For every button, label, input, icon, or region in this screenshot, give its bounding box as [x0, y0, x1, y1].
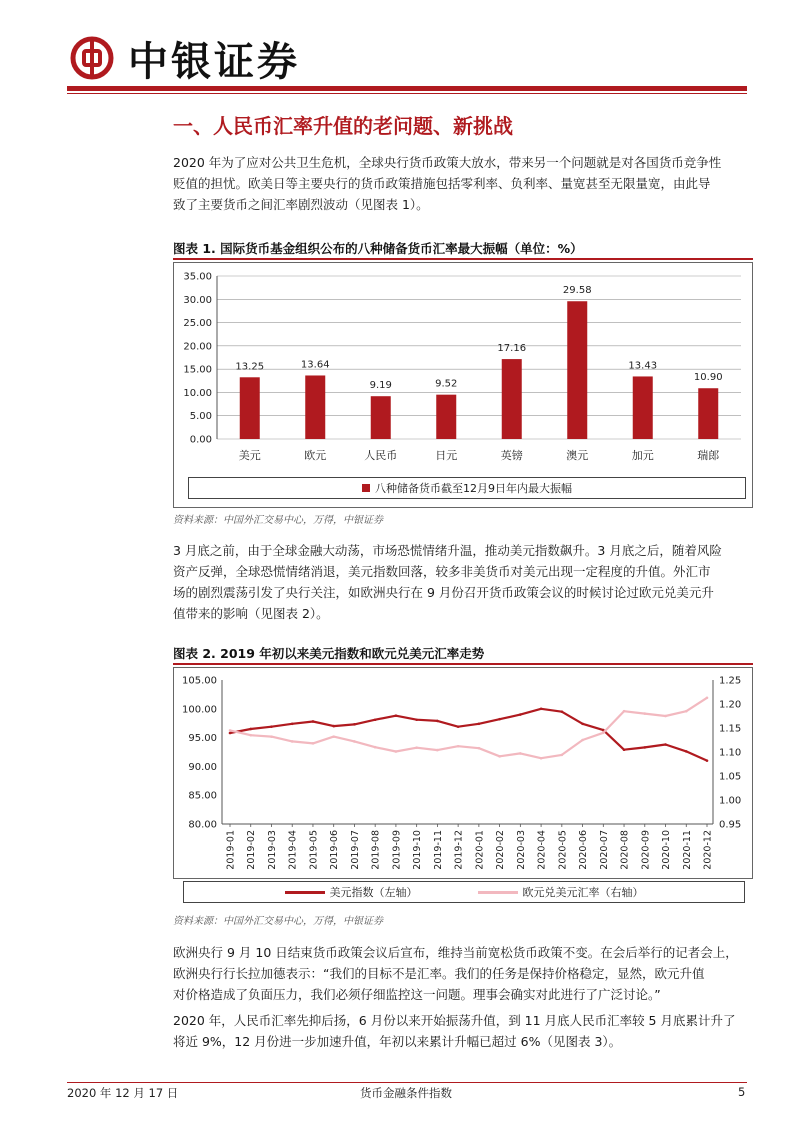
footer-rule [67, 1082, 747, 1083]
x-tick-label: 澳元 [566, 449, 589, 462]
legend-swatch [285, 891, 325, 894]
x-tick-label: 瑞郎 [697, 449, 720, 462]
y-tick-label-left: 90.00 [188, 761, 217, 773]
y-tick-label: 5.00 [189, 411, 212, 423]
figure1-bar-chart [173, 262, 753, 508]
x-tick-label: 2019-11 [432, 830, 444, 870]
series-point [664, 715, 667, 718]
x-tick-label: 2020-06 [578, 830, 590, 870]
y-tick-label-left: 95.00 [188, 733, 217, 745]
x-tick-label: 2019-09 [391, 830, 403, 870]
series-point [685, 750, 688, 753]
y-tick-label-right: 1.20 [719, 699, 742, 711]
y-tick-label-right: 1.25 [719, 675, 742, 687]
bar [305, 375, 325, 439]
text-line: 对价格造成了负面压力，我们必须仔细监控这一问题。理事会确实对此进行了广泛讨论。” [173, 987, 661, 1002]
text-line: 3 月底之前，由于全球金融大动荡，市场恐慌情绪升温，推动美元指数飙升。3 月底之后，随着风险 [173, 543, 722, 558]
data-label: 9.19 [369, 380, 392, 392]
series-point [395, 714, 398, 717]
x-tick-label: 2020-02 [495, 830, 507, 870]
series-point [685, 710, 688, 713]
series-point [353, 723, 356, 726]
series-point [478, 747, 481, 750]
y-tick-label: 20.00 [183, 341, 212, 353]
x-tick-label: 2020-12 [702, 830, 714, 870]
series-point [498, 755, 501, 758]
series-point [478, 722, 481, 725]
x-tick-label: 2020-11 [681, 830, 693, 870]
x-tick-label: 2019-12 [453, 830, 465, 870]
y-tick-label: 0.00 [189, 434, 212, 446]
series-point [623, 710, 626, 713]
x-tick-label: 2020-04 [536, 830, 548, 870]
series-point [270, 735, 273, 738]
figure2-rule [173, 663, 753, 665]
y-tick-label-left: 85.00 [188, 790, 217, 802]
series-point [498, 718, 501, 721]
text-line: 2020 年，人民币汇率先抑后扬，6 月份以来开始振荡升值，到 11 月底人民币汇率较 5 月底累计升了 [173, 1013, 736, 1028]
x-tick-label: 英镑 [500, 449, 523, 462]
y-tick-label-left: 100.00 [182, 704, 217, 716]
figure1-legend [188, 477, 746, 499]
series-point [561, 754, 564, 757]
y-tick-label-right: 1.15 [719, 723, 742, 735]
bar [698, 388, 718, 439]
paragraph-rmb [173, 1010, 753, 1052]
legend-item [285, 884, 418, 900]
y-tick-label: 15.00 [183, 364, 212, 376]
text-line: 值带来的影响（见图表 2）。 [173, 606, 329, 621]
paragraph-usd [173, 540, 753, 624]
series-point [540, 757, 543, 760]
x-tick-label: 欧元 [304, 449, 327, 462]
bar [567, 301, 587, 439]
series-point [374, 746, 377, 749]
text-line: 场的剧烈震荡引发了央行关注，如欧洲央行在 9 月份召开货币政策会议的时候讨论过欧元兑美元升 [173, 585, 714, 600]
text-line: 欧洲央行行长拉加德表示：“我们的目标不是汇率。我们的任务是保持价格稳定，显然，欧元升值 [173, 966, 705, 981]
legend-item [362, 480, 572, 496]
x-tick-label: 2020-07 [598, 830, 610, 870]
series-point [291, 740, 294, 743]
series-point [519, 752, 522, 755]
bar [371, 396, 391, 439]
series-point [229, 729, 232, 732]
series-point [415, 718, 418, 721]
data-label: 13.64 [300, 359, 330, 371]
x-tick-label: 2019-05 [308, 830, 320, 870]
series-point [436, 720, 439, 723]
series-point [249, 734, 252, 737]
series-point [291, 722, 294, 725]
series-point [457, 745, 460, 748]
series-point [436, 749, 439, 752]
x-tick-label: 2019-08 [370, 830, 382, 870]
page-number: 5 [738, 1085, 746, 1099]
x-tick-label: 2020-01 [474, 830, 486, 870]
series-point [706, 696, 709, 699]
data-label: 13.43 [628, 360, 658, 372]
figure2-line-chart [173, 667, 753, 879]
series-point [664, 743, 667, 746]
paragraph-intro [173, 152, 753, 215]
brand-name: 中银证券 [128, 38, 300, 85]
y-tick-label: 25.00 [183, 318, 212, 330]
y-tick-label-left: 105.00 [182, 675, 217, 687]
series-point [602, 732, 605, 735]
y-tick-label: 35.00 [183, 271, 212, 283]
series-point [561, 710, 564, 713]
x-tick-label: 2020-08 [619, 830, 631, 870]
legend-label: 欧元兑美元汇率（右轴） [522, 886, 644, 899]
data-label: 10.90 [693, 372, 723, 384]
section-title: 一、人民币汇率升值的老问题、新挑战 [173, 114, 513, 138]
bank-of-china-logo [70, 36, 114, 80]
text-line: 欧洲央行 9 月 10 日结束货币政策会议后宣布，维持当前宽松货币政策不变。在会后举行的记者会上， [173, 945, 738, 960]
y-tick-label: 10.00 [183, 387, 212, 399]
x-tick-label: 日元 [435, 449, 458, 462]
x-tick-label: 美元 [238, 449, 261, 462]
series-point [581, 739, 584, 742]
legend-label: 八种储备货币截至12月9日年内最大振幅 [375, 482, 572, 495]
text-line: 2020 年为了应对公共卫生危机，全球央行货币政策大放水，带来另一个问题就是对各国货币竞争性 [173, 155, 722, 170]
series-point [395, 750, 398, 753]
series-point [353, 740, 356, 743]
x-tick-label: 2020-09 [640, 830, 652, 870]
series-point [457, 725, 460, 728]
series-point [249, 728, 252, 731]
paragraph-ecb [173, 942, 753, 1005]
legend-swatch [362, 484, 370, 492]
x-tick-label: 2020-10 [661, 830, 673, 870]
legend-item [478, 884, 644, 900]
series-point [706, 759, 709, 762]
series-point [374, 718, 377, 721]
x-tick-label: 2020-05 [557, 830, 569, 870]
series-point [312, 720, 315, 723]
series-point [581, 722, 584, 725]
x-tick-label: 2019-06 [329, 830, 341, 870]
footer-title: 货币金融条件指数 [360, 1086, 452, 1100]
y-tick-label: 30.00 [183, 294, 212, 306]
x-tick-label: 2019-02 [246, 830, 258, 870]
series-point [312, 742, 315, 745]
y-tick-label-right: 0.95 [719, 819, 742, 831]
series-point [332, 725, 335, 728]
figure2-legend [183, 881, 745, 903]
series-point [270, 725, 273, 728]
y-tick-label-right: 1.00 [719, 795, 742, 807]
text-line: 贬值的担忧。欧美日等主要央行的货币政策措施包括零利率、负利率、量宽甚至无限量宽，由此导 [173, 176, 711, 191]
y-tick-label-right: 1.05 [719, 771, 742, 783]
x-tick-label: 2019-03 [266, 830, 278, 870]
header-rule-thin [67, 93, 747, 94]
x-tick-label: 人民币 [364, 449, 398, 462]
x-tick-label: 2019-10 [412, 830, 424, 870]
data-label: 29.58 [562, 285, 592, 297]
legend-label: 美元指数（左轴） [329, 886, 418, 899]
legend-swatch [478, 891, 518, 894]
figure1-title: 图表 1. 国际货币基金组织公布的八种储备货币汇率最大振幅（单位：%） [173, 241, 583, 256]
series-point [643, 746, 646, 749]
bar [502, 359, 522, 439]
header-rule [67, 86, 747, 91]
series-point [519, 713, 522, 716]
bar [436, 395, 456, 439]
text-line: 致了主要货币之间汇率剧烈波动（见图表 1）。 [173, 197, 429, 212]
x-tick-label: 加元 [631, 449, 654, 462]
figure2-title: 图表 2. 2019 年初以来美元指数和欧元兑美元汇率走势 [173, 646, 485, 661]
series-point [643, 712, 646, 715]
text-line: 资产反弹，全球恐慌情绪消退，美元指数回落，较多非美货币对美元出现一定程度的升值。外汇市 [173, 564, 711, 579]
series-point [415, 746, 418, 749]
data-label: 13.25 [235, 361, 265, 373]
series-point [332, 735, 335, 738]
x-tick-label: 2019-01 [225, 830, 237, 870]
y-tick-label-right: 1.10 [719, 747, 742, 759]
footer-date: 2020 年 12 月 17 日 [67, 1086, 179, 1100]
series-point [540, 708, 543, 711]
figure1-rule [173, 258, 753, 260]
figure2-source: 资料来源：中国外汇交易中心，万得，中银证券 [173, 916, 383, 927]
data-label: 17.16 [497, 343, 527, 355]
x-tick-label: 2020-03 [515, 830, 527, 870]
series-point [229, 732, 232, 735]
data-label: 9.52 [435, 378, 458, 390]
bar [633, 376, 653, 439]
bar [240, 377, 260, 439]
x-tick-label: 2019-07 [349, 830, 361, 870]
series-point [623, 748, 626, 751]
figure1-source: 资料来源：中国外汇交易中心，万得，中银证券 [173, 515, 383, 526]
y-tick-label-left: 80.00 [188, 819, 217, 831]
x-tick-label: 2019-04 [287, 830, 299, 870]
text-line: 将近 9%，12 月份进一步加速升值，年初以来累计升幅已超过 6%（见图表 3）。 [173, 1034, 622, 1049]
